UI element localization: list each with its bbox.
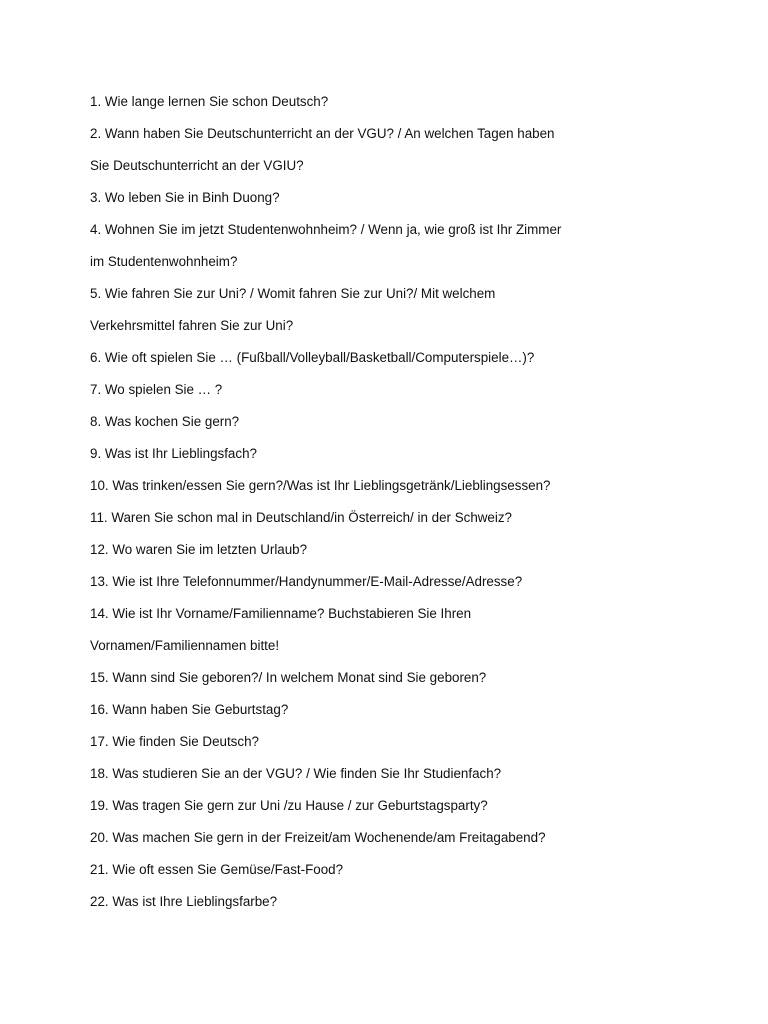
question-line-17: 17. Wie finden Sie Deutsch? [90, 734, 259, 749]
question-line-14a: 14. Wie ist Ihr Vorname/Familienname? Buchstabieren Sie Ihren [90, 606, 472, 621]
question-line-21: 21. Wie oft essen Sie Gemüse/Fast-Food? [90, 862, 344, 877]
question-line-18: 18. Was studieren Sie an der VGU? / Wie finden Sie Ihr Studienfach? [90, 766, 502, 781]
question-line-2a: 2. Wann haben Sie Deutschunterricht an der VGU? / An welchen Tagen haben [90, 126, 555, 141]
question-line-20: 20. Was machen Sie gern in der Freizeit/am Wochenende/am Freitagabend? [90, 830, 546, 845]
question-line-7: 7. Wo spielen Sie … ? [90, 382, 223, 397]
question-line-19: 19. Was tragen Sie gern zur Uni /zu Hause / zur Geburtstagsparty? [90, 798, 488, 813]
question-line-12: 12. Wo waren Sie im letzten Urlaub? [90, 542, 308, 557]
question-line-5b: Verkehrsmittel fahren Sie zur Uni? [90, 318, 294, 333]
question-line-13: 13. Wie ist Ihre Telefonnummer/Handynummer/E-Mail-Adresse/Adresse? [90, 574, 523, 589]
question-line-3: 3. Wo leben Sie in Binh Duong? [90, 190, 280, 205]
question-line-6: 6. Wie oft spielen Sie … (Fußball/Volleyball/Basketball/Computerspiele…)? [90, 350, 535, 365]
question-list [90, 86, 650, 918]
question-line-11: 11. Waren Sie schon mal in Deutschland/in Österreich/ in der Schweiz? [90, 510, 513, 525]
question-line-2b: Sie Deutschunterricht an der VGIU? [90, 158, 304, 173]
question-line-4a: 4. Wohnen Sie im jetzt Studentenwohnheim? / Wenn ja, wie groß ist Ihr Zimmer [90, 222, 562, 237]
question-line-9: 9. Was ist Ihr Lieblingsfach? [90, 446, 257, 461]
question-line-4b: im Studentenwohnheim? [90, 254, 238, 269]
question-line-16: 16. Wann haben Sie Geburtstag? [90, 702, 289, 717]
question-line-10: 10. Was trinken/essen Sie gern?/Was ist Ihr Lieblingsgetränk/Lieblingsessen? [90, 478, 551, 493]
question-line-5a: 5. Wie fahren Sie zur Uni? / Womit fahren Sie zur Uni?/ Mit welchem [90, 286, 496, 301]
question-line-15: 15. Wann sind Sie geboren?/ In welchem Monat sind Sie geboren? [90, 670, 487, 685]
question-line-8: 8. Was kochen Sie gern? [90, 414, 240, 429]
question-line-22: 22. Was ist Ihre Lieblingsfarbe? [90, 894, 278, 909]
question-line-14b: Vornamen/Familiennamen bitte! [90, 638, 280, 653]
question-line-1: 1. Wie lange lernen Sie schon Deutsch? [90, 94, 329, 109]
